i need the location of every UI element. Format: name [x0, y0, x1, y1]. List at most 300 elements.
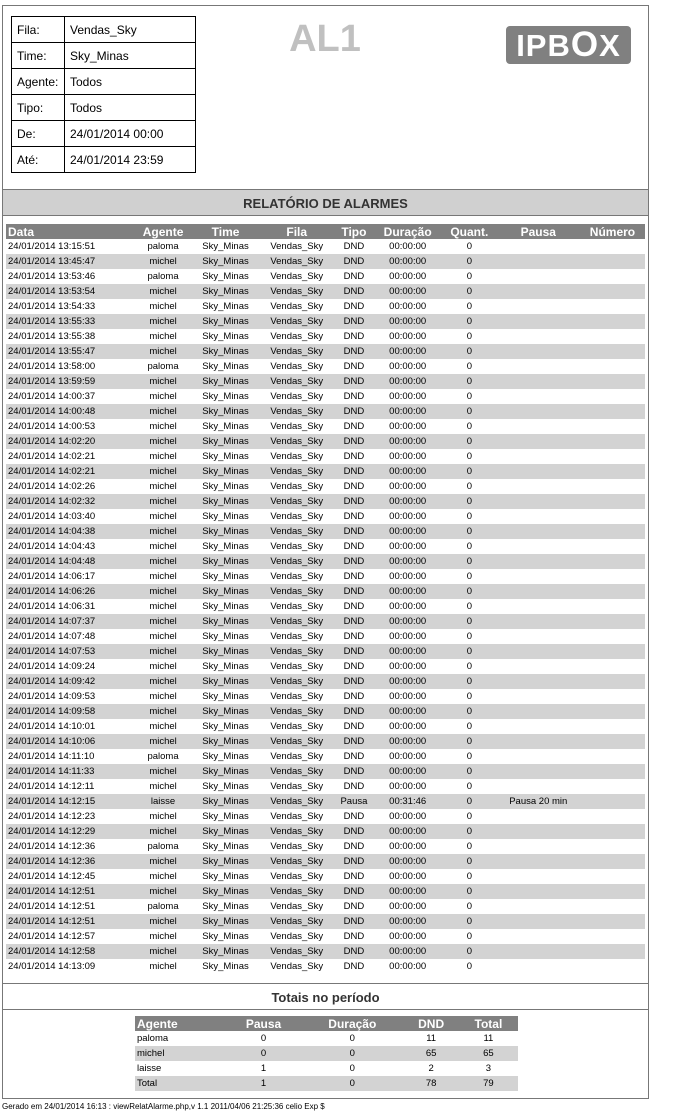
cell-numero	[580, 839, 645, 854]
cell-pausa	[497, 524, 580, 539]
cell-pausa	[497, 959, 580, 974]
totals-cell-dnd: 11	[426, 1033, 437, 1044]
cell-fila: Vendas_Sky	[270, 631, 324, 642]
cell-data: 24/01/2014 13:54:33	[8, 301, 96, 312]
report-code: AL1	[289, 18, 361, 60]
cell-fila: Vendas_Sky	[259, 494, 335, 509]
cell-duracao: 00:00:00	[389, 631, 427, 642]
cell-agente: michel	[134, 644, 192, 659]
cell-numero	[580, 689, 645, 704]
alarms-header-row	[6, 224, 645, 239]
cell-agente: michel	[149, 451, 177, 462]
cell-numero	[580, 659, 645, 674]
generated-footer: Gerado em 24/01/2014 16:13 : viewRelatAlarme.php,v 1.1 2011/04/06 21:25:36 celio Exp $	[2, 1102, 325, 1111]
cell-duracao: 00:00:00	[373, 314, 442, 329]
filter-value: Todos	[65, 95, 196, 121]
cell-quant: 0	[466, 661, 472, 672]
cell-agente: michel	[134, 704, 192, 719]
cell-tipo: DND	[335, 944, 374, 959]
cell-pausa	[497, 464, 580, 479]
cell-quant: 0	[466, 421, 472, 432]
cell-quant: 0	[466, 751, 472, 762]
cell-tipo: DND	[335, 254, 374, 269]
table-row	[6, 584, 645, 599]
totals-header-total: Total	[459, 1016, 518, 1031]
cell-tipo: DND	[343, 961, 365, 972]
cell-time: Sky_Minas	[202, 721, 249, 732]
cell-data: 24/01/2014 14:09:53	[8, 691, 96, 702]
cell-numero	[580, 299, 645, 314]
cell-time: Sky_Minas	[202, 301, 249, 312]
cell-agente: michel	[149, 781, 177, 792]
cell-agente: michel	[149, 481, 177, 492]
cell-pausa	[497, 569, 580, 584]
cell-quant: 0	[442, 764, 496, 779]
cell-tipo: DND	[343, 751, 365, 762]
cell-duracao: 00:00:00	[389, 361, 427, 372]
cell-duracao: 00:00:00	[389, 451, 427, 462]
cell-data: 24/01/2014 14:09:42	[6, 674, 134, 689]
cell-quant: 0	[466, 571, 472, 582]
cell-quant: 0	[466, 961, 472, 972]
logo-box-o: O	[570, 25, 600, 64]
cell-quant: 0	[442, 464, 496, 479]
cell-quant: 0	[466, 871, 472, 882]
cell-tipo: DND	[335, 644, 374, 659]
table-row	[6, 749, 645, 764]
cell-fila: Vendas_Sky	[270, 481, 324, 492]
cell-tipo: DND	[343, 781, 365, 792]
table-row	[6, 269, 645, 284]
report-title: RELATÓRIO DE ALARMES	[3, 189, 648, 216]
cell-numero	[580, 434, 645, 449]
cell-fila: Vendas_Sky	[270, 511, 324, 522]
table-row	[6, 299, 645, 314]
cell-quant: 0	[442, 374, 496, 389]
cell-pausa	[497, 269, 580, 284]
cell-fila: Vendas_Sky	[270, 721, 324, 732]
cell-duracao: 00:00:00	[389, 481, 427, 492]
cell-duracao: 00:00:00	[373, 914, 442, 929]
table-row	[6, 869, 645, 884]
cell-agente: michel	[134, 734, 192, 749]
cell-tipo: DND	[343, 901, 365, 912]
cell-time: Sky_Minas	[202, 451, 249, 462]
table-row	[6, 434, 645, 449]
cell-numero	[580, 614, 645, 629]
logo-text-a: IPB	[516, 28, 571, 63]
cell-data: 24/01/2014 14:02:21	[6, 464, 134, 479]
cell-fila: Vendas_Sky	[270, 811, 324, 822]
table-row	[6, 419, 645, 434]
cell-tipo: DND	[343, 571, 365, 582]
table-row	[6, 809, 645, 824]
cell-fila: Vendas_Sky	[270, 661, 324, 672]
cell-fila: Vendas_Sky	[259, 914, 335, 929]
cell-time: Sky_Minas	[192, 554, 259, 569]
cell-agente: michel	[149, 571, 177, 582]
cell-data: 24/01/2014 14:12:29	[6, 824, 134, 839]
cell-time: Sky_Minas	[202, 661, 249, 672]
table-row	[6, 239, 645, 254]
cell-pausa	[497, 704, 580, 719]
cell-tipo: DND	[343, 481, 365, 492]
cell-pausa	[497, 299, 580, 314]
cell-duracao: 00:00:00	[389, 811, 427, 822]
cell-quant: 0	[466, 631, 472, 642]
table-row	[6, 689, 645, 704]
cell-duracao: 00:00:00	[373, 764, 442, 779]
cell-numero	[580, 584, 645, 599]
cell-time: Sky_Minas	[192, 464, 259, 479]
cell-duracao: 00:00:00	[389, 691, 427, 702]
cell-fila: Vendas_Sky	[270, 391, 324, 402]
cell-pausa	[497, 479, 580, 494]
cell-quant: 0	[442, 944, 496, 959]
cell-tipo: DND	[335, 824, 374, 839]
cell-tipo: DND	[335, 344, 374, 359]
cell-pausa	[497, 314, 580, 329]
cell-duracao: 00:00:00	[373, 464, 442, 479]
cell-agente: michel	[149, 421, 177, 432]
cell-tipo: DND	[343, 541, 365, 552]
cell-tipo: DND	[343, 331, 365, 342]
cell-quant: 0	[442, 254, 496, 269]
cell-tipo: DND	[335, 914, 374, 929]
cell-duracao: 00:00:00	[373, 494, 442, 509]
table-row	[6, 509, 645, 524]
table-row	[6, 674, 645, 689]
cell-agente: michel	[134, 614, 192, 629]
cell-agente: michel	[134, 284, 192, 299]
cell-data: 24/01/2014 14:11:33	[6, 764, 134, 779]
cell-data: 24/01/2014 14:10:06	[6, 734, 134, 749]
cell-pausa	[497, 659, 580, 674]
cell-pausa	[497, 344, 580, 359]
cell-duracao: 00:00:00	[373, 554, 442, 569]
cell-tipo: DND	[343, 451, 365, 462]
cell-time: Sky_Minas	[202, 901, 249, 912]
cell-numero	[580, 869, 645, 884]
cell-time: Sky_Minas	[192, 824, 259, 839]
cell-numero	[580, 719, 645, 734]
cell-fila: Vendas_Sky	[259, 764, 335, 779]
filter-row	[12, 69, 196, 95]
cell-data: 24/01/2014 14:11:10	[8, 751, 95, 762]
logo-text-b: X	[599, 28, 621, 63]
cell-time: Sky_Minas	[192, 584, 259, 599]
cell-data: 24/01/2014 14:13:09	[8, 961, 96, 972]
cell-duracao: 00:00:00	[373, 584, 442, 599]
cell-agente: paloma	[147, 901, 179, 912]
totals-cell-pausa: 0	[226, 1046, 301, 1061]
cell-pausa	[497, 584, 580, 599]
cell-tipo: DND	[335, 374, 374, 389]
table-row	[6, 944, 645, 959]
totals-title: Totais no período	[3, 983, 648, 1010]
totals-cell-pausa: 0	[260, 1033, 267, 1044]
cell-quant: 0	[442, 704, 496, 719]
cell-pausa	[497, 764, 580, 779]
cell-quant: 0	[466, 271, 472, 282]
cell-duracao: 00:00:00	[373, 944, 442, 959]
totals-row	[135, 1031, 518, 1046]
totals-cell-agente: paloma	[137, 1033, 169, 1044]
cell-data: 24/01/2014 14:00:37	[8, 391, 96, 402]
cell-pausa	[497, 509, 580, 524]
cell-numero	[580, 809, 645, 824]
cell-quant: 0	[466, 931, 472, 942]
cell-agente: michel	[149, 961, 177, 972]
cell-fila: Vendas_Sky	[259, 554, 335, 569]
cell-fila: Vendas_Sky	[270, 751, 324, 762]
cell-tipo: DND	[335, 494, 374, 509]
table-row	[6, 344, 645, 359]
cell-duracao: 00:00:00	[373, 854, 442, 869]
cell-time: Sky_Minas	[202, 781, 249, 792]
cell-tipo: DND	[343, 871, 365, 882]
cell-duracao: 00:00:00	[373, 734, 442, 749]
cell-fila: Vendas_Sky	[259, 254, 335, 269]
totals-row	[135, 1046, 518, 1061]
cell-numero	[580, 314, 645, 329]
cell-pausa	[497, 839, 580, 854]
cell-agente: michel	[149, 331, 177, 342]
cell-time: Sky_Minas	[202, 691, 249, 702]
cell-pausa	[497, 404, 580, 419]
cell-time: Sky_Minas	[202, 271, 249, 282]
cell-time: Sky_Minas	[202, 571, 249, 582]
cell-duracao: 00:00:00	[389, 571, 427, 582]
cell-quant: 0	[466, 361, 472, 372]
cell-pausa	[497, 284, 580, 299]
cell-data: 24/01/2014 14:09:58	[6, 704, 134, 719]
cell-pausa	[497, 254, 580, 269]
cell-duracao: 00:00:00	[389, 241, 427, 252]
cell-numero	[580, 824, 645, 839]
cell-data: 24/01/2014 14:12:57	[8, 931, 96, 942]
cell-time: Sky_Minas	[192, 524, 259, 539]
table-row	[6, 284, 645, 299]
filter-value: 24/01/2014 23:59	[65, 147, 196, 173]
cell-time: Sky_Minas	[192, 404, 259, 419]
table-row	[6, 794, 645, 809]
filter-row	[12, 17, 196, 43]
col-header-agente: Agente	[134, 224, 192, 239]
cell-data: 24/01/2014 14:12:51	[8, 901, 96, 912]
filter-row	[12, 43, 196, 69]
cell-tipo: DND	[343, 841, 365, 852]
cell-fila: Vendas_Sky	[270, 931, 324, 942]
cell-tipo: DND	[343, 721, 365, 732]
cell-numero	[580, 674, 645, 689]
cell-duracao: 00:00:00	[373, 374, 442, 389]
cell-data: 24/01/2014 14:12:51	[6, 914, 134, 929]
cell-quant: 0	[442, 914, 496, 929]
cell-duracao: 00:00:00	[389, 781, 427, 792]
cell-data: 24/01/2014 14:07:53	[6, 644, 134, 659]
cell-data: 24/01/2014 13:45:47	[6, 254, 134, 269]
cell-agente: michel	[149, 631, 177, 642]
cell-data: 24/01/2014 14:02:20	[6, 434, 134, 449]
table-row	[6, 254, 645, 269]
table-row	[6, 959, 645, 974]
totals-header-row	[135, 1016, 518, 1031]
table-row	[6, 779, 645, 794]
cell-quant: 0	[466, 541, 472, 552]
table-row	[6, 524, 645, 539]
cell-numero	[580, 959, 645, 974]
cell-numero	[580, 764, 645, 779]
cell-duracao: 00:00:00	[389, 931, 427, 942]
cell-data: 24/01/2014 14:10:01	[8, 721, 96, 732]
cell-fila: Vendas_Sky	[270, 241, 324, 252]
cell-data: 24/01/2014 14:12:45	[8, 871, 96, 882]
cell-fila: Vendas_Sky	[259, 734, 335, 749]
table-row	[6, 359, 645, 374]
cell-data: 24/01/2014 14:12:36	[8, 841, 96, 852]
totals-row	[135, 1061, 518, 1076]
cell-duracao: 00:00:00	[389, 871, 427, 882]
cell-fila: Vendas_Sky	[270, 421, 324, 432]
cell-tipo: DND	[343, 241, 365, 252]
cell-quant: 0	[442, 854, 496, 869]
table-row	[6, 599, 645, 614]
totals-row	[135, 1076, 518, 1091]
cell-numero	[580, 554, 645, 569]
cell-pausa	[497, 749, 580, 764]
cell-data: 24/01/2014 14:12:36	[6, 854, 134, 869]
cell-duracao: 00:00:00	[373, 344, 442, 359]
cell-agente: michel	[134, 854, 192, 869]
table-row	[6, 659, 645, 674]
cell-pausa	[497, 734, 580, 749]
filter-label: Agente:	[12, 69, 65, 95]
cell-data: 24/01/2014 14:07:37	[6, 614, 134, 629]
table-row	[6, 824, 645, 839]
cell-numero	[580, 374, 645, 389]
cell-fila: Vendas_Sky	[259, 314, 335, 329]
cell-quant: 0	[466, 781, 472, 792]
cell-time: Sky_Minas	[202, 751, 249, 762]
cell-fila: Vendas_Sky	[270, 571, 324, 582]
cell-time: Sky_Minas	[192, 734, 259, 749]
table-row	[6, 764, 645, 779]
totals-cell-total: 11	[483, 1033, 494, 1044]
cell-data: 24/01/2014 14:04:43	[8, 541, 96, 552]
cell-pausa	[497, 869, 580, 884]
cell-tipo: DND	[335, 674, 374, 689]
cell-time: Sky_Minas	[202, 931, 249, 942]
cell-data: 24/01/2014 13:55:47	[6, 344, 134, 359]
cell-numero	[580, 704, 645, 719]
cell-tipo: DND	[343, 631, 365, 642]
cell-fila: Vendas_Sky	[270, 271, 324, 282]
table-row	[6, 839, 645, 854]
cell-agente: michel	[134, 464, 192, 479]
cell-agente: michel	[149, 541, 177, 552]
cell-time: Sky_Minas	[192, 344, 259, 359]
cell-data: 24/01/2014 14:12:11	[8, 781, 95, 792]
cell-tipo: DND	[343, 391, 365, 402]
cell-time: Sky_Minas	[192, 374, 259, 389]
cell-agente: michel	[149, 721, 177, 732]
cell-quant: 0	[442, 344, 496, 359]
cell-duracao: 00:00:00	[389, 301, 427, 312]
cell-data: 24/01/2014 14:06:31	[8, 601, 96, 612]
cell-tipo: DND	[335, 584, 374, 599]
cell-data: 24/01/2014 13:58:00	[8, 361, 96, 372]
cell-agente: michel	[134, 764, 192, 779]
cell-quant: 0	[442, 524, 496, 539]
cell-pausa	[497, 434, 580, 449]
cell-agente: michel	[134, 674, 192, 689]
table-row	[6, 569, 645, 584]
cell-numero	[580, 569, 645, 584]
cell-quant: 0	[442, 434, 496, 449]
cell-pausa	[497, 644, 580, 659]
cell-quant: 0	[466, 451, 472, 462]
cell-pausa	[497, 824, 580, 839]
cell-pausa	[497, 389, 580, 404]
cell-numero	[580, 509, 645, 524]
cell-data: 24/01/2014 14:02:21	[8, 451, 96, 462]
cell-tipo: DND	[335, 734, 374, 749]
totals-cell-dnd: 65	[403, 1046, 458, 1061]
cell-quant: 0	[442, 794, 496, 809]
cell-numero	[580, 944, 645, 959]
cell-tipo: DND	[343, 511, 365, 522]
cell-numero	[580, 254, 645, 269]
cell-tipo: DND	[343, 691, 365, 702]
cell-time: Sky_Minas	[202, 421, 249, 432]
cell-quant: 0	[466, 481, 472, 492]
cell-fila: Vendas_Sky	[270, 451, 324, 462]
cell-duracao: 00:00:00	[389, 721, 427, 732]
cell-fila: Vendas_Sky	[270, 541, 324, 552]
cell-quant: 0	[466, 901, 472, 912]
cell-agente: michel	[134, 254, 192, 269]
cell-agente: michel	[149, 871, 177, 882]
cell-agente: paloma	[147, 361, 179, 372]
cell-quant: 0	[442, 824, 496, 839]
cell-fila: Vendas_Sky	[270, 871, 324, 882]
cell-time: Sky_Minas	[202, 481, 249, 492]
totals-cell-pausa: 1	[226, 1076, 301, 1091]
cell-duracao: 00:00:00	[389, 601, 427, 612]
cell-agente: michel	[149, 811, 177, 822]
cell-pausa: Pausa 20 min	[497, 794, 580, 809]
col-header-quant: Quant.	[442, 224, 496, 239]
cell-quant: 0	[442, 644, 496, 659]
ipbox-logo	[506, 26, 631, 64]
cell-fila: Vendas_Sky	[259, 944, 335, 959]
cell-quant: 0	[466, 511, 472, 522]
table-row	[6, 884, 645, 899]
cell-pausa	[497, 419, 580, 434]
cell-agente: michel	[134, 524, 192, 539]
cell-numero	[580, 329, 645, 344]
table-row	[6, 464, 645, 479]
cell-fila: Vendas_Sky	[270, 961, 324, 972]
cell-time: Sky_Minas	[192, 854, 259, 869]
cell-tipo: DND	[343, 601, 365, 612]
cell-tipo: DND	[335, 464, 374, 479]
cell-quant: 0	[466, 601, 472, 612]
cell-numero	[580, 629, 645, 644]
cell-fila: Vendas_Sky	[270, 301, 324, 312]
alarms-table	[6, 224, 645, 974]
